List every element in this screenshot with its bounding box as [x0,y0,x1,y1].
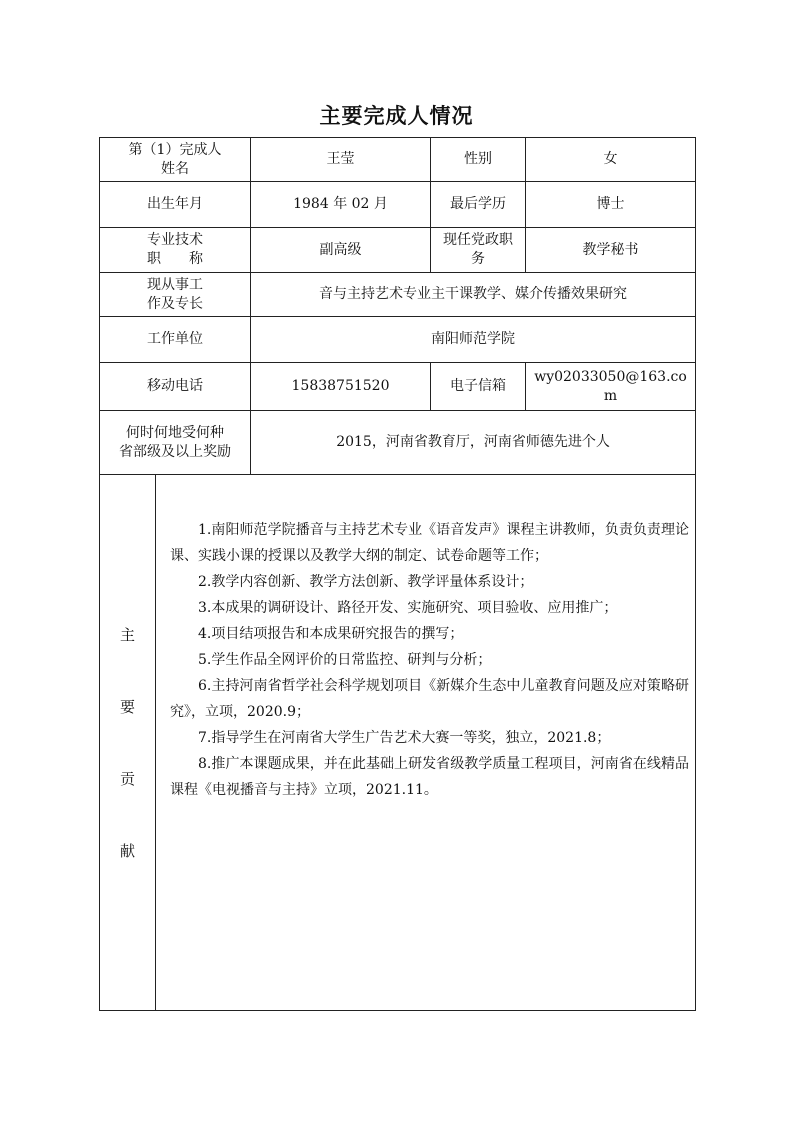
contribution-label-char: 献 [119,841,135,860]
work-value: 音与主持艺术专业主干课教学、媒介传播效果研究 [251,273,696,317]
contribution-content [156,475,696,1011]
contribution-item: 7.指导学生在河南省大学生广告艺术大赛一等奖，独立，2021.8； [198,730,611,746]
phone-value: 15838751520 [251,363,431,411]
contribution-item: 1.南阳师范学院播音与主持艺术专业《语音发声》课程主讲教师，负责负责理论课、实践小课的授课以及教学大纲的制定、试卷命题等工作； [170,522,690,564]
award-label: 何时何地受何种 省部级及以上奖励 [100,411,251,475]
contribution-item: 6.主持河南省哲学社会科学规划项目《新媒介生态中儿童教育问题及应对策略研究》，立项，2020.9； [170,678,690,720]
contribution-label-char: 要 [119,697,135,716]
email-value: wy02033050@163.com [526,363,696,411]
phone-label: 移动电话 [100,363,251,411]
contribution-item: 4.项目结项报告和本成果研究报告的撰写； [198,626,464,642]
title-value: 副高级 [251,228,431,273]
contribution-label [100,475,156,1011]
name-label: 第（1）完成人 姓名 [100,138,251,182]
post-value: 教学秘书 [526,228,696,273]
contribution-item: 5.学生作品全网评价的日常监控、研判与分析； [198,652,492,668]
education-label: 最后学历 [431,182,526,228]
contribution-label-char: 主 [119,625,135,644]
award-value: 2015，河南省教育厅，河南省师德先进个人 [251,411,696,475]
info-table [99,137,696,1011]
name-value: 王莹 [251,138,431,182]
contribution-item: 2.教学内容创新、教学方法创新、教学评量体系设计； [198,574,534,590]
birth-label: 出生年月 [100,182,251,228]
email-label: 电子信箱 [431,363,526,411]
page-title: 主要完成人情况 [319,103,474,128]
contribution-label-char: 贡 [119,769,135,788]
birth-value: 1984 年 02 月 [251,182,431,228]
gender-value: 女 [526,138,696,182]
title-label: 专业技术 职 称 [100,228,251,273]
contribution-item: 8.推广本课题成果，并在此基础上研发省级教学质量工程项目，河南省在线精品课程《电视播音与主持》立项，2021.11。 [170,756,690,798]
gender-label: 性别 [431,138,526,182]
post-label: 现任党政职 务 [431,228,526,273]
education-value: 博士 [526,182,696,228]
unit-value: 南阳师范学院 [251,317,696,363]
work-label: 现从事工 作及专长 [100,273,251,317]
contribution-item: 3.本成果的调研设计、路径开发、实施研究、项目验收、应用推广； [198,600,618,616]
unit-label: 工作单位 [100,317,251,363]
